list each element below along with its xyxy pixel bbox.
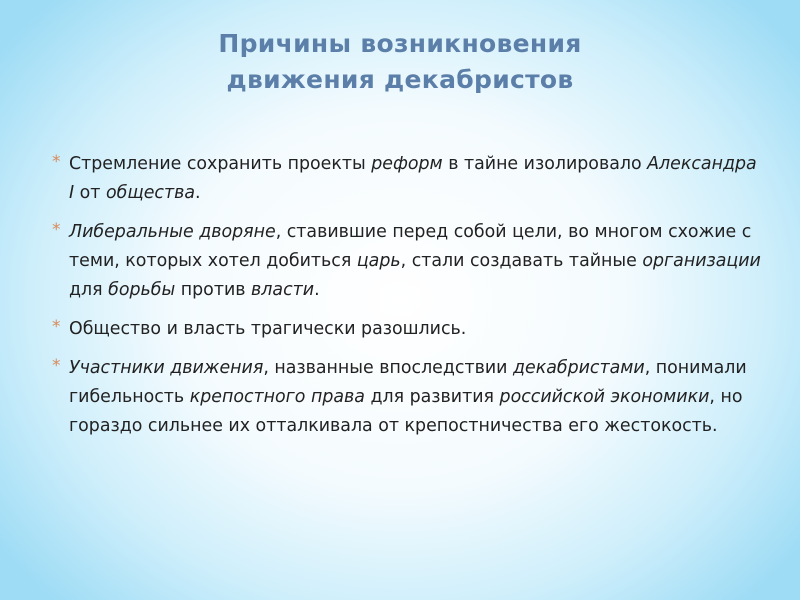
bullet-item [52,218,767,305]
text-segment: . [314,280,320,300]
text-segment: , названные впоследствии [263,358,513,378]
bullet-asterisk-icon: * [52,356,61,376]
text-segment: для развития [364,387,500,407]
slide-title [100,26,700,98]
text-segment: , стали создавать тайные [400,251,643,271]
bullet-text [69,154,757,203]
bullet-text [69,319,466,339]
text-segment-italic: крепостного права [189,387,365,407]
text-segment: Стремление сохранить проекты [69,154,372,174]
text-segment: , но гораздо сильнее их отталкивала от крепостничества его жестокость. [69,387,743,436]
text-segment-italic: декабристами [512,358,645,378]
bullet-text [69,222,761,300]
title-line-1: Причины возникновения [218,29,582,58]
bullet-item [52,354,767,441]
bullet-item [52,150,767,208]
text-segment: , понимали гибельность [69,358,747,407]
text-segment: , ставившие перед собой цели, во многом схожие с теми, которых хотел добиться [69,222,752,271]
text-segment: против [175,280,252,300]
text-segment: от [74,183,106,203]
text-segment-italic: Участники движения [69,358,264,378]
bullet-text [69,358,747,436]
text-segment-italic: реформ [371,154,443,174]
bullet-asterisk-icon: * [52,317,61,337]
text-segment-italic: Александра I [69,154,757,203]
text-segment: для [69,280,109,300]
text-segment: Общество и власть трагически разошлись. [69,319,467,339]
text-segment: в тайне изолировало [442,154,648,174]
text-segment: . [195,183,201,203]
bullet-asterisk-icon: * [52,152,61,172]
bullet-list [52,150,767,451]
text-segment-italic: общества [105,183,196,203]
text-segment-italic: борьбы [108,280,176,300]
text-segment-italic: Либеральные дворяне [69,222,276,242]
text-segment-italic: организации [642,251,761,271]
bullet-item [52,315,767,344]
title-line-2: движения декабристов [226,65,574,94]
bullet-asterisk-icon: * [52,220,61,240]
text-segment-italic: царь [356,251,401,271]
text-segment-italic: российской экономики [499,387,710,407]
text-segment-italic: власти [251,280,315,300]
